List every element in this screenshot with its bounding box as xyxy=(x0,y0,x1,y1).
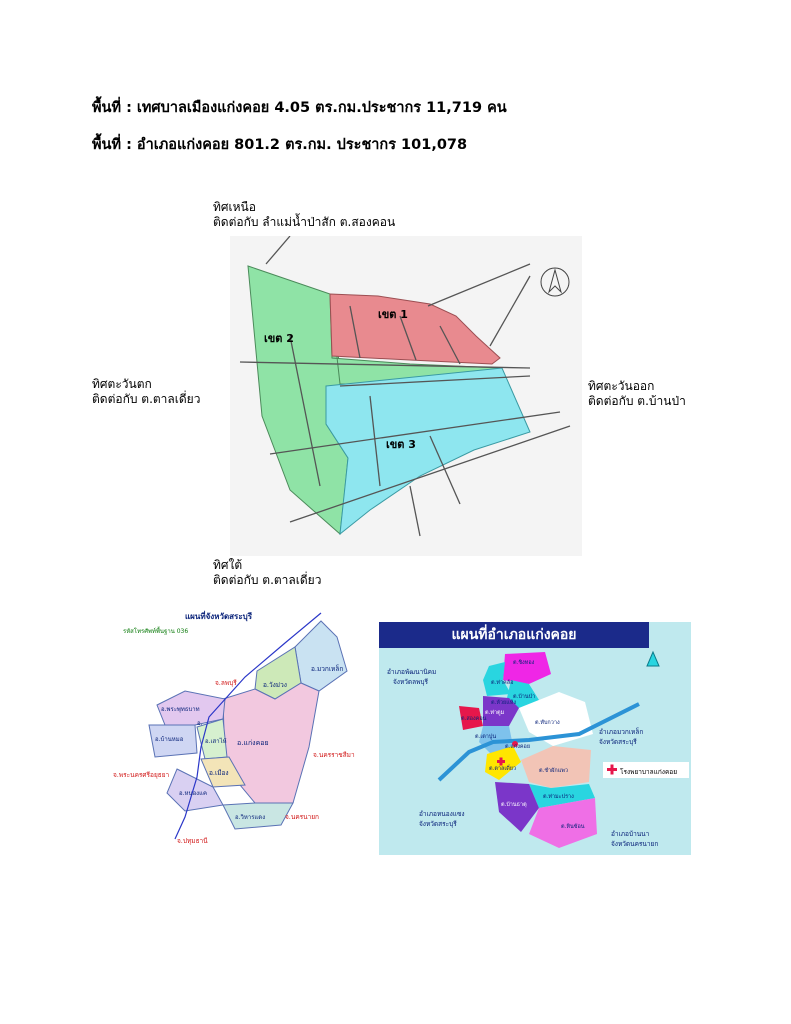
district-muak-lek xyxy=(295,621,347,691)
district-label-wang-muang: อ.วังม่วง xyxy=(263,681,287,689)
tambon-label-5: ต.สองคอน xyxy=(461,716,487,722)
neighbor-nakhon-ratchasima: จ.นครราชสีมา xyxy=(313,751,355,759)
north-title: ทิศเหนือ xyxy=(213,200,256,214)
district-label-ban-mo: อ.บ้านหมอ xyxy=(155,736,184,743)
south-text: ติดต่อกับ ต.ตาลเดี่ยว xyxy=(213,573,322,587)
municipal-zone-map xyxy=(230,236,582,556)
area-municipality-text: พื้นที่ : เทศบาลเมืองแก่งคอย 4.05 ตร.กม.ประชากร 11,719 คน xyxy=(92,100,507,116)
tambon-label-7: ต.แก่งคอย xyxy=(505,744,531,750)
tambon-shape-9 xyxy=(521,746,591,788)
label-top-left-2: จังหวัดลพบุรี xyxy=(393,678,429,686)
legend xyxy=(603,762,689,778)
district-label-muang: อ.เมือง xyxy=(209,769,229,777)
tambon-label-2: ต.ท่าคล้อ xyxy=(491,680,514,686)
tambon-label-10: ต.ท่ามะปราง xyxy=(543,794,574,800)
tambon-label-3: ต.บ้านป่า xyxy=(513,694,536,700)
district-label-kaeng-khoi: อ.แก่งคอย xyxy=(237,739,269,747)
zone-3-label: เขต 3 xyxy=(386,438,416,451)
label-bottom-left-1: อำเภอหนองแซง xyxy=(419,810,465,818)
province-map-title: แผนที่จังหวัดสระบุรี xyxy=(185,612,252,621)
label-bottom-right-2: จังหวัดนครนายก xyxy=(611,840,659,848)
north-boundary xyxy=(213,200,395,230)
tambon-label-11: ต.ชำผักแพว xyxy=(539,768,568,774)
south-title: ทิศใต้ xyxy=(213,558,243,572)
district-label-nong-don: อ. xyxy=(197,720,203,727)
zone-1-label: เขต 1 xyxy=(378,308,408,321)
neighbor-pathum-thani: จ.ปทุมธานี xyxy=(177,837,208,845)
south-boundary xyxy=(213,558,321,588)
north-text: ติดต่อกับ ลำแม่น้ำป่าสัก ต.สองคอน xyxy=(213,215,396,229)
west-text: ติดต่อกับ ต.ตาลเดี่ยว xyxy=(92,392,201,406)
district-label-nong-khae: อ.หนองแค xyxy=(179,790,207,797)
label-bottom-left-2: จังหวัดสระบุรี xyxy=(419,820,457,828)
district-label-wihan-daeng: อ.วิหารแดง xyxy=(235,814,266,821)
district-map-title: แผนที่อำเภอแก่งคอย xyxy=(379,622,649,648)
district-label-muak-lek: อ.มวกเหล็ก xyxy=(311,665,344,673)
east-title: ทิศตะวันออก xyxy=(588,379,655,393)
label-top-right-1: อำเภอมวกเหล็ก xyxy=(599,728,644,736)
east-text: ติดต่อกับ ต.บ้านป่า xyxy=(588,394,686,408)
label-bottom-right-1: อำเภอบ้านนา xyxy=(611,830,650,838)
neighbor-lopburi: จ.ลพบุรี xyxy=(215,679,237,687)
tambon-label-1: ต.ชิงทอง xyxy=(513,660,535,666)
tambon-label-8: ต.ตาลเดี่ยว xyxy=(489,766,517,772)
tambon-label-13: ต.เตาปูน xyxy=(475,734,497,740)
zone-2-label: เขต 2 xyxy=(264,332,294,345)
neighbor-ayutthaya: จ.พระนครศรีอยุธยา xyxy=(113,771,170,779)
area-district-text: พื้นที่ : อำเภอแก่งคอย 801.2 ตร.กม. ประชากร 101,078 xyxy=(92,137,468,153)
label-top-right-2: จังหวัดสระบุรี xyxy=(599,738,637,746)
tambon-label-14: ต.หินซ้อน xyxy=(561,824,585,830)
tambon-label-4: ต.ทับกวาง xyxy=(535,720,560,726)
north-arrow-icon xyxy=(647,652,659,666)
district-label-sao-hai: อ.เสาไห้ xyxy=(205,738,227,745)
label-top-left-1: อำเภอพัฒนานิคม xyxy=(387,668,437,676)
tambon-label-9: ต.ห้วยแห้ง xyxy=(491,700,517,706)
tambon-label-6: ต.ท่าตูม xyxy=(485,710,505,716)
phone-code-text: รหัสโทรศัพท์พื้นฐาน 036 xyxy=(123,628,189,635)
tambon-label-12: ต.บ้านธาตุ xyxy=(501,802,527,808)
legend-text: โรงพยาบาลแก่งคอย xyxy=(620,768,678,776)
district-map xyxy=(379,622,691,855)
west-boundary xyxy=(92,377,200,407)
district-label-phra-phutthabat: อ.พระพุทธบาท xyxy=(161,706,200,713)
province-map xyxy=(105,607,373,853)
neighbor-nakhon-nayok: จ.นครนายก xyxy=(285,813,319,821)
west-title: ทิศตะวันตก xyxy=(92,377,152,391)
east-boundary xyxy=(588,379,686,409)
